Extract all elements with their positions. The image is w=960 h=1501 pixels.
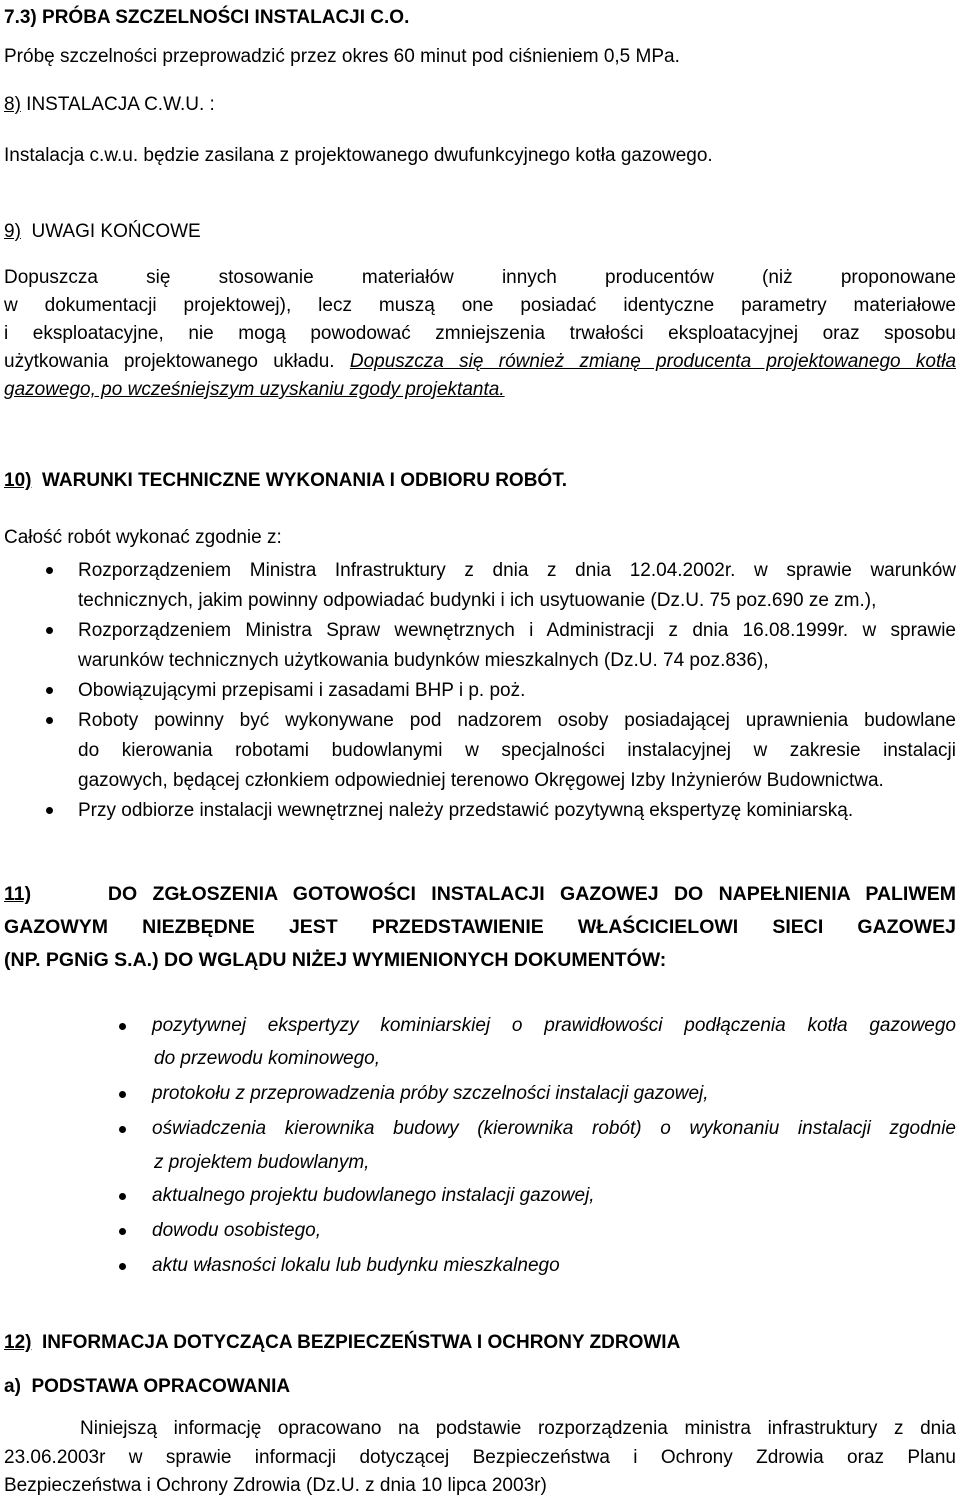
list-item: pozytywnej ekspertyzy kominiarskiej o prawidłowości podłączenia kotła gazowego bbox=[152, 1015, 956, 1036]
section-8-text: Instalacja c.w.u. będzie zasilana z projektowanego dwufunkcyjnego kotła gazowego. bbox=[4, 145, 713, 166]
section-10-title: WARUNKI TECHNICZNE WYKONANIA I ODBIORU ROBÓT. bbox=[42, 470, 567, 491]
list-item: Roboty powinny być wykonywane pod nadzorem osoby posiadającej uprawnienia budowlane bbox=[78, 710, 956, 731]
list-item: Obowiązującymi przepisami i zasadami BHP i p. poż. bbox=[78, 680, 526, 701]
list-item: aktualnego projektu budowlanego instalacji gazowej, bbox=[152, 1185, 595, 1206]
list-item-continuation: do kierowania robotami budowlanymi w specjalności instalacyjnej w zakresie instalacji bbox=[78, 740, 956, 761]
bullet-icon bbox=[46, 807, 53, 814]
section-11-number: 11) bbox=[4, 883, 32, 905]
section-10-heading bbox=[4, 469, 567, 493]
section-9-line-4-underlined: Dopuszcza się również zmianę producenta projektowanego kotła bbox=[349, 351, 957, 372]
bullet-icon bbox=[119, 1263, 126, 1270]
section-9-line-4-plain: użytkowania projektowanego układu. bbox=[4, 351, 350, 372]
list-item: aktu własności lokalu lub budynku mieszkalnego bbox=[152, 1255, 560, 1276]
section-7-text: Próbę szczelności przeprowadzić przez okres 60 minut pod ciśnieniem 0,5 MPa. bbox=[4, 46, 680, 67]
section-12-line-2: 23.06.2003r w sprawie informacji dotyczącej Bezpieczeństwa i Ochrony Zdrowia oraz Planu bbox=[4, 1447, 956, 1468]
bullet-icon bbox=[46, 567, 53, 574]
section-11-heading-line-3: (NP. PGNiG S.A.) DO WGLĄDU NIŻEJ WYMIENIONYCH DOKUMENTÓW: bbox=[4, 949, 667, 971]
section-9-line-5: gazowego, po wcześniejszym uzyskaniu zgody projektanta. bbox=[4, 379, 505, 400]
section-9-line-4 bbox=[4, 348, 956, 377]
list-item-continuation: gazowych, będącej członkiem odpowiedniej terenowo Okręgowej Izby Inżynierów Budownictwa. bbox=[78, 770, 884, 791]
section-12-line-1: Niniejszą informację opracowano na podstawie rozporządzenia ministra infrastruktury z dnia bbox=[80, 1418, 956, 1439]
list-item: dowodu osobistego, bbox=[152, 1220, 322, 1241]
bullet-icon bbox=[46, 717, 53, 724]
section-8-heading bbox=[4, 93, 215, 117]
section-9-title: UWAGI KOŃCOWE bbox=[31, 221, 201, 242]
list-item: Rozporządzeniem Ministra Spraw wewnętrznych i Administracji z dnia 16.08.1999r. w sprawie bbox=[78, 620, 956, 641]
list-item: Przy odbiorze instalacji wewnętrznej należy przedstawić pozytywną ekspertyzę kominiarską. bbox=[78, 800, 854, 821]
bullet-icon bbox=[119, 1023, 126, 1030]
section-11-line-1: DO ZGŁOSZENIA GOTOWOŚCI INSTALACJI GAZOWEJ DO NAPEŁNIENIA PALIWEM bbox=[107, 883, 957, 905]
bullet-icon bbox=[46, 627, 53, 634]
list-item-continuation: warunków technicznych użytkowania budynków mieszkalnych (Dz.U. 74 poz.836), bbox=[78, 650, 769, 671]
list-item-continuation: do przewodu kominowego, bbox=[154, 1048, 381, 1069]
section-12-heading bbox=[4, 1331, 680, 1355]
section-9-line-3: i eksploatacyjne, nie mogą powodować zmniejszenia trwałości eksploatacyjnej oraz sposobu bbox=[4, 323, 956, 344]
bullet-icon bbox=[119, 1228, 126, 1235]
section-10-intro: Całość robót wykonać zgodnie z: bbox=[4, 527, 282, 548]
list-item-continuation: technicznych, jakim powinny odpowiadać budynki i ich usytuowanie (Dz.U. 75 poz.690 ze zm.), bbox=[78, 590, 877, 611]
list-item: protokołu z przeprowadzenia próby szczelności instalacji gazowej, bbox=[152, 1083, 709, 1104]
list-item: oświadczenia kierownika budowy (kierownika robót) o wykonaniu instalacji zgodnie bbox=[152, 1118, 956, 1139]
section-12-title: INFORMACJA DOTYCZĄCA BEZPIECZEŃSTWA I OCHRONY ZDROWIA bbox=[42, 1332, 681, 1353]
list-item: Rozporządzeniem Ministra Infrastruktury z dnia z dnia 12.04.2002r. w sprawie warunków bbox=[78, 560, 956, 581]
section-9-number: 9) bbox=[4, 221, 21, 242]
section-12-number: 12) bbox=[4, 1332, 32, 1353]
section-9-line-2: w dokumentacji projektowej), lecz muszą one posiadać identyczne parametry materiałowe bbox=[4, 295, 956, 316]
section-11-heading-line-1 bbox=[4, 878, 956, 911]
section-8-title: INSTALACJA C.W.U. : bbox=[20, 94, 215, 115]
section-7-heading: 7.3) PRÓBA SZCZELNOŚCI INSTALACJI C.O. bbox=[4, 7, 410, 28]
bullet-icon bbox=[119, 1193, 126, 1200]
section-8-number: 8) bbox=[4, 94, 21, 115]
section-12-sub-title: PODSTAWA OPRACOWANIA bbox=[31, 1376, 291, 1397]
section-9-heading bbox=[4, 220, 201, 244]
section-11-heading-line-2: GAZOWYM NIEZBĘDNE JEST PRZEDSTAWIENIE WŁAŚCICIELOWI SIECI GAZOWEJ bbox=[4, 916, 956, 938]
bullet-icon bbox=[119, 1091, 126, 1098]
section-10-number: 10) bbox=[4, 470, 32, 491]
section-12-line-3: Bezpieczeństwa i Ochrony Zdrowia (Dz.U. z dnia 10 lipca 2003r) bbox=[4, 1475, 547, 1496]
section-12-sub-number: a) bbox=[4, 1376, 21, 1397]
bullet-icon bbox=[119, 1126, 126, 1133]
list-item-continuation: z projektem budowlanym, bbox=[154, 1152, 370, 1173]
bullet-icon bbox=[46, 687, 53, 694]
section-9-line-1: Dopuszcza się stosowanie materiałów innych producentów (niż proponowane bbox=[4, 267, 956, 288]
section-12-subheading bbox=[4, 1375, 290, 1399]
